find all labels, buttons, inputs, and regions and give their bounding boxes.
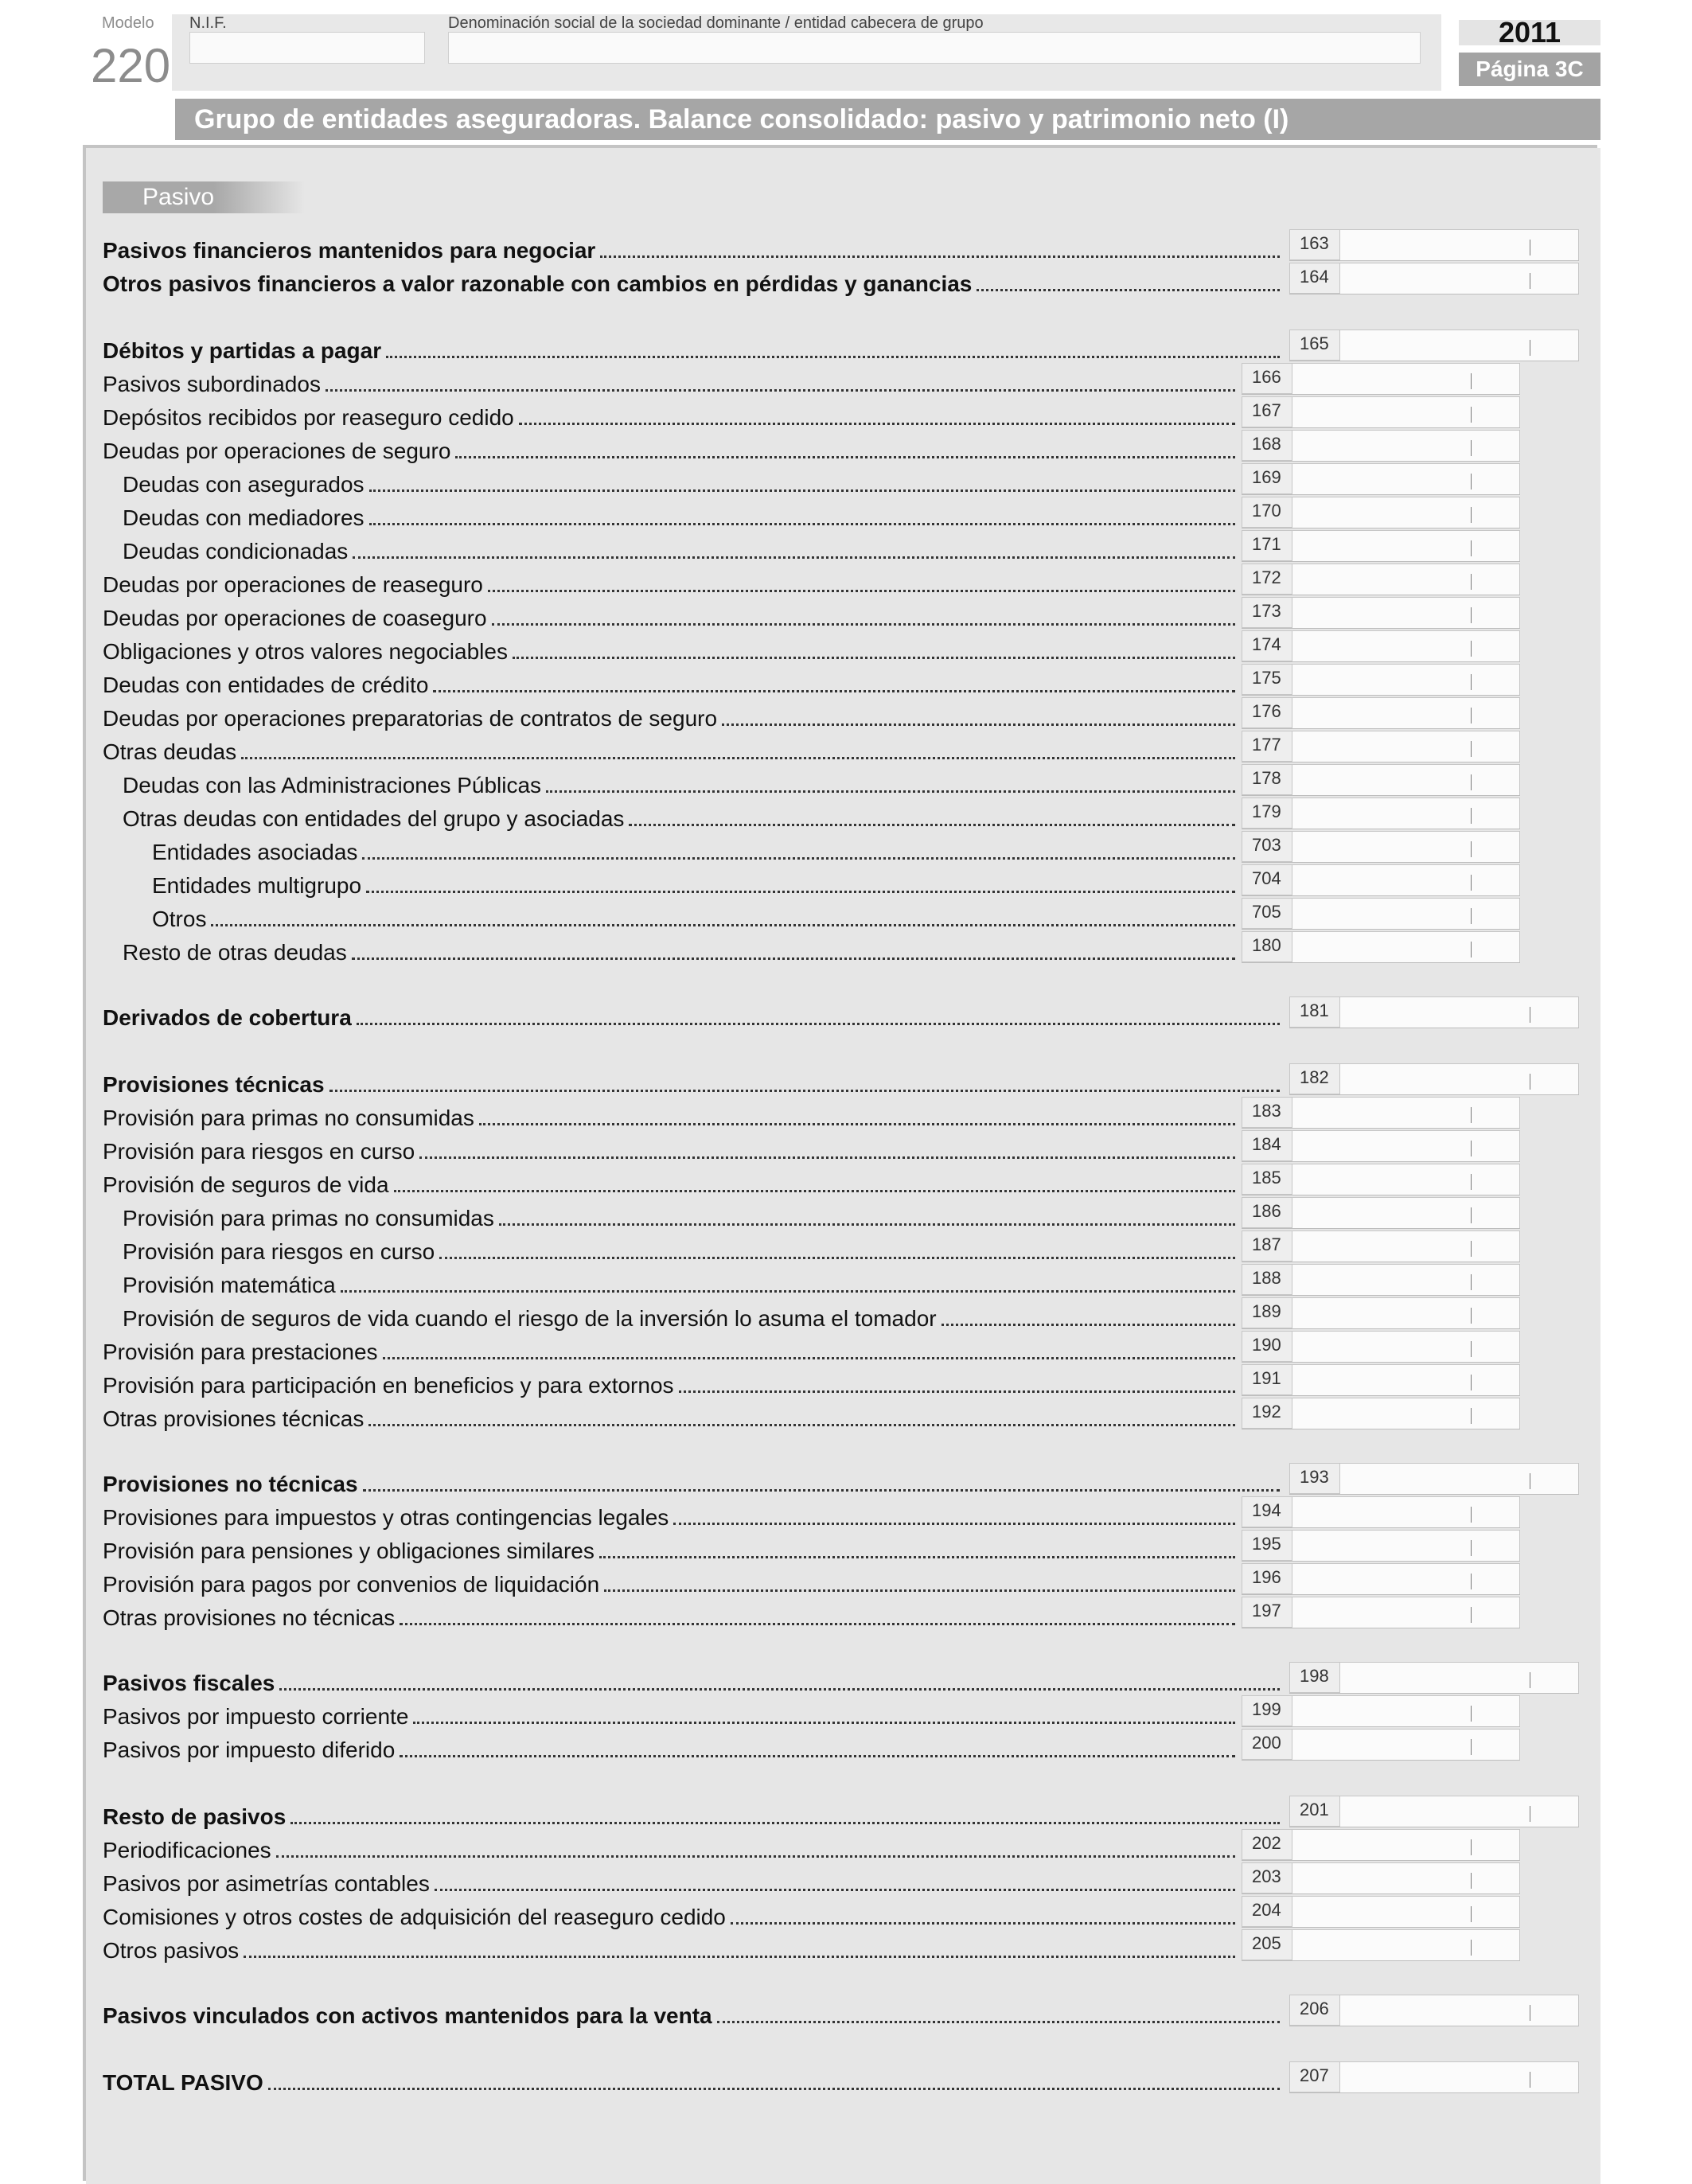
box-code: 703 [1242,831,1292,862]
row-label: Deudas con las Administraciones Públicas [123,773,542,798]
row-label: Provisión de seguros de vida cuando el riesgo de la inversión lo asuma el tomador [123,1306,937,1331]
form-row [123,533,1235,564]
box-code: 168 [1242,430,1292,461]
amount-input[interactable] [1292,396,1520,427]
form-row [103,232,1280,263]
amount-field [1242,1197,1520,1229]
amount-input[interactable] [1292,1862,1520,1893]
amount-input[interactable] [1292,1097,1520,1128]
leader-dots [977,287,1280,291]
form-row [123,500,1235,530]
row-label: Derivados de cobertura [103,1005,352,1030]
form-row [103,1500,1235,1530]
amount-field [1242,798,1520,829]
amount-input[interactable] [1292,764,1520,795]
row-label: Deudas por operaciones de reaseguro [103,572,483,597]
amount-field [1242,630,1520,662]
leader-dots [386,354,1280,358]
box-code: 189 [1242,1297,1292,1328]
box-code: 199 [1242,1695,1292,1726]
amount-input[interactable] [1292,630,1520,661]
row-label: Otros pasivos financieros a valor razonable con cambios en pérdidas y ganancias [103,271,973,296]
leader-dots [519,421,1235,425]
amount-input[interactable] [1292,697,1520,728]
amount-field [1242,1230,1520,1262]
form-row [123,1200,1235,1230]
amount-field [1242,1829,1520,1861]
form-row [103,433,1235,463]
amount-field [1242,396,1520,428]
form-row [103,366,1235,396]
leader-dots [353,555,1235,559]
form-row [103,1000,1280,1030]
amount-field [1242,1563,1520,1595]
amount-input[interactable] [1340,1995,1579,2026]
amount-input[interactable] [1292,731,1520,762]
amount-input[interactable] [1340,1796,1579,1827]
leader-dots [479,1121,1235,1125]
box-code: 180 [1242,931,1292,962]
amount-field [1289,1463,1579,1495]
form-row [123,767,1235,798]
leader-dots [435,1887,1235,1891]
row-label: Entidades asociadas [152,840,358,864]
leader-dots [366,889,1235,893]
form-row [103,1167,1235,1197]
row-label: Pasivos financieros mantenidos para negociar [103,238,596,263]
box-code: 198 [1289,1662,1340,1693]
form-row [103,1533,1235,1563]
amount-field [1242,530,1520,562]
row-label: Deudas condicionadas [123,539,349,564]
row-label: Deudas por operaciones de coaseguro [103,606,487,630]
box-code: 185 [1242,1164,1292,1195]
amount-field [1242,1929,1520,1961]
leader-dots [363,1488,1280,1492]
row-label: Otros pasivos [103,1938,240,1963]
amount-field [1242,1729,1520,1761]
amount-input[interactable] [1292,1896,1520,1927]
amount-field [1289,263,1579,294]
form-row [123,801,1235,831]
leader-dots [942,1322,1235,1326]
leader-dots [268,2086,1280,2090]
row-label: Pasivos fiscales [103,1671,275,1695]
amount-input[interactable] [1292,1597,1520,1628]
row-label: Pasivos subordinados [103,372,321,396]
amount-field [1289,1662,1579,1694]
form-row [123,1234,1235,1264]
box-code: 194 [1242,1496,1292,1527]
row-label: Pasivos por asimetrías contables [103,1871,430,1896]
box-code: 179 [1242,798,1292,829]
leader-dots [604,1588,1235,1592]
amount-input[interactable] [1340,996,1579,1028]
form-row [103,634,1235,664]
form-row [103,1665,1280,1695]
amount-field [1242,1264,1520,1296]
row-label: Otras provisiones técnicas [103,1406,365,1431]
form-row [103,1367,1235,1398]
box-code: 166 [1242,363,1292,394]
box-code: 177 [1242,731,1292,762]
leader-dots [326,388,1235,392]
form-row [103,266,1280,296]
amount-input[interactable] [1292,898,1520,929]
box-code: 193 [1289,1463,1340,1494]
amount-input[interactable] [1292,1197,1520,1228]
nif-input[interactable] [189,32,425,64]
box-code: 165 [1289,330,1340,361]
amount-field [1242,1597,1520,1628]
amount-input[interactable] [1292,798,1520,829]
amount-field [1242,1896,1520,1928]
box-code: 169 [1242,463,1292,494]
row-label: Provisión para primas no consumidas [123,1206,494,1230]
amount-input[interactable] [1292,1829,1520,1860]
form-row [123,466,1235,497]
row-label: TOTAL PASIVO [103,2070,263,2095]
row-label: Obligaciones y otros valores negociables [103,639,508,664]
form-row [103,1067,1280,1097]
amount-field [1242,564,1520,595]
amount-input[interactable] [1292,564,1520,595]
box-code: 184 [1242,1130,1292,1161]
form-row [103,600,1235,630]
box-code: 176 [1242,697,1292,728]
row-label: Otras deudas [103,739,237,764]
box-code: 191 [1242,1364,1292,1395]
amount-input[interactable] [1292,831,1520,862]
amount-input[interactable] [1292,1695,1520,1726]
leader-dots [369,521,1235,525]
amount-field [1242,497,1520,528]
box-code: 200 [1242,1729,1292,1760]
row-label: Resto de pasivos [103,1804,287,1829]
box-code: 205 [1242,1929,1292,1960]
form-row [103,1100,1235,1130]
amount-field [1242,697,1520,729]
box-code: 182 [1289,1063,1340,1094]
form-row [103,400,1235,430]
amount-field [1289,1995,1579,2026]
leader-dots [419,1155,1235,1159]
amount-field [1242,1496,1520,1528]
row-label: Provisión para primas no consumidas [103,1106,474,1130]
box-code: 196 [1242,1563,1292,1594]
form-row [103,1866,1235,1896]
row-label: Periodificaciones [103,1838,271,1862]
row-label: Provisión para pagos por convenios de liquidación [103,1572,600,1597]
form-row [103,1732,1235,1762]
box-code: 203 [1242,1862,1292,1893]
amount-input[interactable] [1292,1530,1520,1561]
amount-input[interactable] [1292,1297,1520,1328]
amount-input[interactable] [1292,1130,1520,1161]
form-row [103,1998,1280,2028]
row-label: Débitos y partidas a pagar [103,338,382,363]
box-code: 195 [1242,1530,1292,1561]
amount-field [1242,597,1520,629]
nif-label: N.I.F. [189,14,227,32]
row-label: Provisiones técnicas [103,1072,325,1097]
amount-field [1242,1398,1520,1429]
row-label: Provisión para prestaciones [103,1340,378,1364]
box-code: 206 [1289,1995,1340,2026]
amount-field [1242,1297,1520,1329]
amount-input[interactable] [1340,1063,1579,1094]
amount-input[interactable] [1292,1264,1520,1295]
amount-input[interactable] [1340,1662,1579,1693]
amount-input[interactable] [1292,1929,1520,1960]
box-code: 181 [1289,996,1340,1028]
amount-input[interactable] [1292,363,1520,394]
box-code: 183 [1242,1097,1292,1128]
leader-dots [276,1854,1235,1858]
box-code: 171 [1242,530,1292,561]
box-code: 164 [1289,263,1340,294]
leader-dots [499,1222,1235,1226]
box-code: 186 [1242,1197,1292,1228]
leader-dots [599,1554,1235,1558]
amount-field [1242,363,1520,395]
amount-field [1289,2061,1579,2093]
amount-field [1242,764,1520,796]
row-label: Pasivos por impuesto diferido [103,1737,396,1762]
amount-input[interactable] [1292,597,1520,628]
amount-input[interactable] [1340,1463,1579,1494]
box-code: 705 [1242,898,1292,929]
row-label: Deudas con mediadores [123,505,365,530]
row-label: Provisión para riesgos en curso [123,1239,435,1264]
leader-dots [362,856,1235,860]
amount-field [1242,731,1520,762]
amount-input[interactable] [1292,864,1520,895]
amount-field [1242,864,1520,896]
box-code: 187 [1242,1230,1292,1262]
leader-dots [433,688,1235,692]
amount-input[interactable] [1292,1164,1520,1195]
box-code: 167 [1242,396,1292,427]
amount-input[interactable] [1340,330,1579,361]
box-code: 204 [1242,1896,1292,1927]
row-label: Provisión para pensiones y obligaciones similares [103,1539,595,1563]
leader-dots [439,1255,1235,1259]
leader-dots [329,1088,1280,1092]
amount-field [1242,1530,1520,1562]
form-row [103,1133,1235,1164]
section-tab-pasivo: Pasivo [103,181,305,213]
denominacion-input[interactable] [448,32,1421,64]
row-label: Deudas con entidades de crédito [103,673,429,697]
box-code: 207 [1289,2061,1340,2092]
leader-dots [290,1820,1280,1824]
form-row [103,1334,1235,1364]
box-code: 163 [1289,229,1340,260]
row-label: Deudas con asegurados [123,472,365,497]
row-label: Otras deudas con entidades del grupo y asociadas [123,806,625,831]
leader-dots [368,1422,1235,1426]
row-label: Resto de otras deudas [123,940,347,965]
amount-input[interactable] [1292,664,1520,695]
leader-dots [546,789,1235,793]
row-label: Provisión de seguros de vida [103,1172,389,1197]
leader-dots [488,588,1235,592]
leader-dots [492,622,1235,626]
page-title: Grupo de entidades aseguradoras. Balance consolidado: pasivo y patrimonio neto (I) [175,99,1600,140]
amount-input[interactable] [1292,1331,1520,1362]
leader-dots [357,1021,1280,1025]
amount-field [1242,1130,1520,1162]
amount-field [1289,229,1579,261]
amount-input[interactable] [1340,2061,1579,2092]
box-code: 178 [1242,764,1292,795]
amount-input[interactable] [1292,430,1520,461]
amount-field [1242,931,1520,963]
amount-input[interactable] [1292,463,1520,494]
row-label: Depósitos recibidos por reaseguro cedido [103,405,514,430]
amount-input[interactable] [1292,530,1520,561]
amount-field [1242,430,1520,462]
row-label: Deudas por operaciones de seguro [103,439,451,463]
amount-input[interactable] [1292,1364,1520,1395]
leader-dots [400,1753,1235,1757]
leader-dots [679,1389,1235,1393]
amount-input[interactable] [1340,263,1579,294]
form-row [103,1466,1280,1496]
form-row [103,1799,1280,1829]
amount-field [1289,1063,1579,1095]
amount-input[interactable] [1292,1729,1520,1760]
row-label: Provisiones no técnicas [103,1472,358,1496]
form-row [103,734,1235,764]
leader-dots [400,1621,1235,1625]
modelo-label: Modelo [102,14,154,32]
page-badge: Página 3C [1459,53,1600,86]
leader-dots [600,254,1280,258]
form-row [103,1401,1235,1431]
row-label: Provisiones para impuestos y otras contingencias legales [103,1505,669,1530]
leader-dots [731,1921,1235,1925]
box-code: 192 [1242,1398,1292,1429]
amount-field [1289,330,1579,361]
form-row [152,901,1235,931]
form-row [103,667,1235,697]
modelo-number: 220 [91,39,171,92]
leader-dots [211,922,1235,926]
leader-dots [513,655,1235,659]
row-label: Deudas por operaciones preparatorias de contratos de seguro [103,706,718,731]
leader-dots [241,755,1235,759]
form-row [103,1566,1235,1597]
amount-field [1242,463,1520,495]
box-code: 197 [1242,1597,1292,1628]
amount-field [1242,1862,1520,1894]
leader-dots [455,454,1235,458]
form-row [123,934,1235,965]
amount-field [1289,996,1579,1028]
form-row [103,700,1235,731]
amount-field [1242,1097,1520,1129]
box-code: 173 [1242,597,1292,628]
box-code: 202 [1242,1829,1292,1860]
leader-dots [722,722,1235,726]
form-row [103,1600,1235,1630]
leader-dots [369,488,1235,492]
row-label: Pasivos por impuesto corriente [103,1704,409,1729]
leader-dots [717,2019,1280,2023]
amount-field [1289,1796,1579,1827]
amount-input[interactable] [1292,1563,1520,1594]
box-code: 201 [1289,1796,1340,1827]
row-label: Provisión para riesgos en curso [103,1139,415,1164]
box-code: 174 [1242,630,1292,661]
amount-field [1242,831,1520,863]
row-label: Otros [152,907,207,931]
leader-dots [673,1521,1235,1525]
leader-dots [279,1687,1280,1691]
amount-field [1242,1331,1520,1363]
row-label: Otras provisiones no técnicas [103,1605,396,1630]
form-row [123,1301,1235,1331]
box-code: 175 [1242,664,1292,695]
box-code: 188 [1242,1264,1292,1295]
leader-dots [341,1289,1235,1293]
form-row [103,1899,1235,1929]
row-label: Pasivos vinculados con activos mantenidos para la venta [103,2003,712,2028]
form-row [103,1932,1235,1963]
leader-dots [352,956,1235,960]
leader-dots [244,1954,1235,1958]
form-row [103,1698,1235,1729]
form-row [103,1832,1235,1862]
amount-field [1242,898,1520,930]
form-row [103,333,1280,363]
year-badge: 2011 [1459,20,1600,45]
amount-input[interactable] [1292,1496,1520,1527]
box-code: 172 [1242,564,1292,595]
leader-dots [394,1188,1235,1192]
row-label: Provisión matemática [123,1273,336,1297]
amount-field [1242,1695,1520,1727]
box-code: 190 [1242,1331,1292,1362]
leader-dots [413,1720,1235,1724]
amount-input[interactable] [1292,1398,1520,1429]
amount-field [1242,664,1520,696]
form-row [103,2065,1280,2095]
leader-dots [383,1355,1235,1359]
box-code: 170 [1242,497,1292,528]
row-label: Entidades multigrupo [152,873,362,898]
amount-field [1242,1364,1520,1396]
amount-input[interactable] [1340,229,1579,260]
amount-input[interactable] [1292,497,1520,528]
row-label: Comisiones y otros costes de adquisición del reaseguro cedido [103,1905,726,1929]
amount-input[interactable] [1292,931,1520,962]
box-code: 704 [1242,864,1292,895]
leader-dots [629,822,1235,826]
amount-input[interactable] [1292,1230,1520,1262]
amount-field [1242,1164,1520,1195]
form-row [123,1267,1235,1297]
denominacion-label: Denominación social de la sociedad dominante / entidad cabecera de grupo [448,14,984,32]
form-row [152,834,1235,864]
form-row [103,567,1235,597]
form-row [152,868,1235,898]
row-label: Provisión para participación en beneficios y para extornos [103,1373,674,1398]
